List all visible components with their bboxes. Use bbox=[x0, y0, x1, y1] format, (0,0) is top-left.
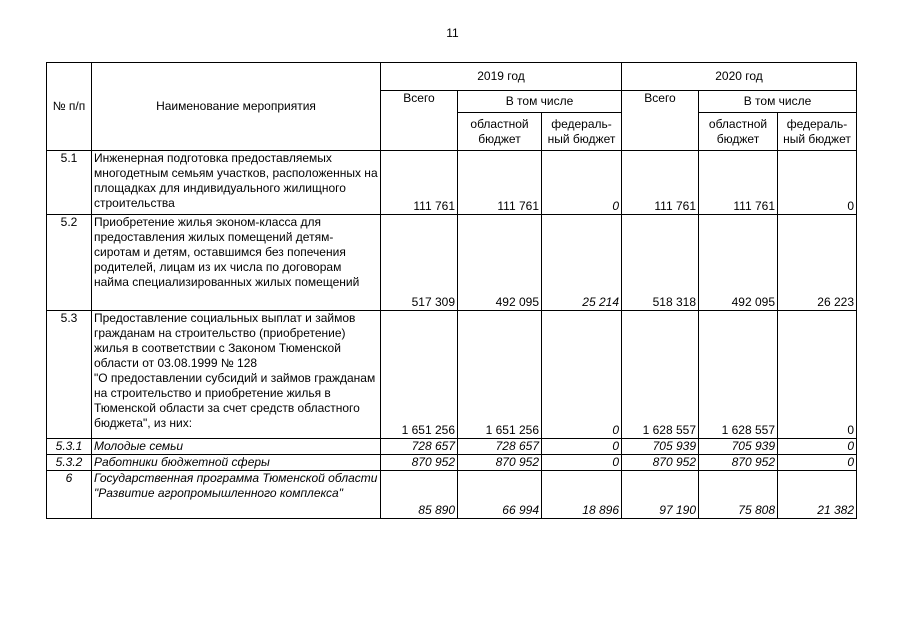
header-including-2020: В том числе bbox=[699, 91, 857, 113]
value-federal-2020: 21 382 bbox=[778, 471, 857, 519]
row-num: 5.3 bbox=[47, 311, 92, 439]
header-total-2020: Всего bbox=[622, 91, 699, 151]
value-regional-2019: 1 651 256 bbox=[458, 311, 542, 439]
value-total-2020: 518 318 bbox=[622, 215, 699, 311]
value-federal-2020: 0 bbox=[778, 455, 857, 471]
value-total-2020: 705 939 bbox=[622, 439, 699, 455]
table-row bbox=[47, 215, 857, 311]
table-row bbox=[47, 311, 857, 439]
value-total-2020: 1 628 557 bbox=[622, 311, 699, 439]
row-name: Инженерная подготовка предоставляемых многодетным семьям участков, расположенных на площадках для индивидуального жилищного строительства bbox=[92, 151, 381, 215]
page-number: 11 bbox=[446, 26, 459, 40]
row-name: Работники бюджетной сферы bbox=[92, 455, 381, 471]
row-num: 5.1 bbox=[47, 151, 92, 215]
value-total-2020: 97 190 bbox=[622, 471, 699, 519]
value-federal-2020: 0 bbox=[778, 311, 857, 439]
value-regional-2020: 705 939 bbox=[699, 439, 778, 455]
value-regional-2020: 1 628 557 bbox=[699, 311, 778, 439]
value-federal-2020: 0 bbox=[778, 151, 857, 215]
value-regional-2020: 492 095 bbox=[699, 215, 778, 311]
value-federal-2019: 0 bbox=[542, 455, 622, 471]
header-including-2019: В том числе bbox=[458, 91, 622, 113]
value-regional-2020: 75 808 bbox=[699, 471, 778, 519]
header-name: Наименование мероприятия bbox=[92, 63, 381, 151]
value-total-2020: 111 761 bbox=[622, 151, 699, 215]
budget-table bbox=[46, 62, 857, 519]
row-num: 5.3.2 bbox=[47, 455, 92, 471]
value-federal-2019: 25 214 bbox=[542, 215, 622, 311]
row-name: Государственная программа Тюменской области "Развитие агропромышленного комплекса" bbox=[92, 471, 381, 519]
value-total-2020: 870 952 bbox=[622, 455, 699, 471]
value-total-2019: 1 651 256 bbox=[381, 311, 458, 439]
header-num: № п/п bbox=[47, 63, 92, 151]
value-regional-2020: 870 952 bbox=[699, 455, 778, 471]
value-regional-2019: 66 994 bbox=[458, 471, 542, 519]
header-regional-2020: областной бюджет bbox=[699, 113, 778, 151]
header-federal-2019: федераль-ный бюджет bbox=[542, 113, 622, 151]
header-year-2019: 2019 год bbox=[381, 63, 622, 91]
row-name-part-2: "О предоставлении субсидий и займов гражданам на строительство и приобретение жилья в Тюменской области за счет средств областного бюджета", из них: bbox=[94, 371, 376, 430]
value-total-2019: 111 761 bbox=[381, 151, 458, 215]
value-total-2019: 870 952 bbox=[381, 455, 458, 471]
header-regional-2019: областной бюджет bbox=[458, 113, 542, 151]
table-row bbox=[47, 455, 857, 471]
header-federal-2020: федераль-ный бюджет bbox=[778, 113, 857, 151]
table-row bbox=[47, 151, 857, 215]
row-name bbox=[92, 311, 381, 439]
value-regional-2019: 870 952 bbox=[458, 455, 542, 471]
value-federal-2019: 18 896 bbox=[542, 471, 622, 519]
value-total-2019: 517 309 bbox=[381, 215, 458, 311]
value-federal-2020: 26 223 bbox=[778, 215, 857, 311]
row-name: Приобретение жилья эконом-класса для предоставления жилых помещений детям-сиротам и детям, оставшимся без попечения родителей, лицам из их числа по договорам найма специализированных жилых помещений bbox=[92, 215, 381, 311]
row-name-part-1: Предоставление социальных выплат и займов гражданам на строительство (приобретение) жилья в соответствии с Законом Тюменской области от 03.08.1999 № 128 bbox=[94, 311, 356, 370]
value-regional-2020: 111 761 bbox=[699, 151, 778, 215]
row-num: 6 bbox=[47, 471, 92, 519]
value-federal-2019: 0 bbox=[542, 439, 622, 455]
value-regional-2019: 492 095 bbox=[458, 215, 542, 311]
value-total-2019: 728 657 bbox=[381, 439, 458, 455]
header-total-2019: Всего bbox=[381, 91, 458, 151]
row-num: 5.2 bbox=[47, 215, 92, 311]
value-regional-2019: 111 761 bbox=[458, 151, 542, 215]
value-total-2019: 85 890 bbox=[381, 471, 458, 519]
row-name: Молодые семьи bbox=[92, 439, 381, 455]
value-federal-2020: 0 bbox=[778, 439, 857, 455]
table-row bbox=[47, 439, 857, 455]
value-federal-2019: 0 bbox=[542, 151, 622, 215]
header-year-2020: 2020 год bbox=[622, 63, 857, 91]
table-row bbox=[47, 471, 857, 519]
row-num: 5.3.1 bbox=[47, 439, 92, 455]
value-federal-2019: 0 bbox=[542, 311, 622, 439]
value-regional-2019: 728 657 bbox=[458, 439, 542, 455]
